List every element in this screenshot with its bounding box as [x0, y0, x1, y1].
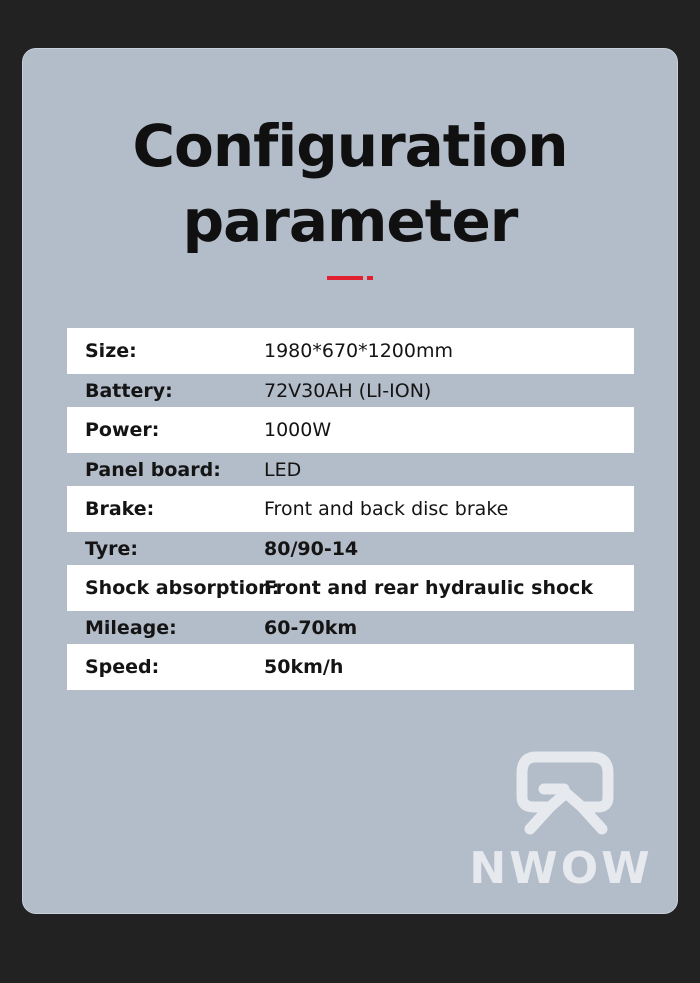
spec-label: Speed:: [85, 656, 160, 678]
spec-label: Tyre:: [85, 537, 138, 560]
spec-row-size: [67, 328, 634, 374]
accent-dot: [367, 276, 373, 280]
spec-row-shock-absorption: [67, 565, 634, 611]
spec-value: 1000W: [264, 419, 332, 441]
spec-value: Front and back disc brake: [264, 498, 509, 520]
nwow-emblem-icon: [522, 757, 608, 829]
nwow-logo: [466, 739, 656, 889]
spec-row-tyre: [67, 532, 634, 565]
page-title-line1: Configuration: [132, 112, 568, 180]
spec-table: [67, 328, 634, 690]
spec-value: 80/90-14: [264, 537, 359, 560]
spec-row-mileage: [67, 611, 634, 644]
spec-label: Panel board:: [85, 458, 221, 481]
spec-row-brake: [67, 486, 634, 532]
spec-label: Size:: [85, 340, 137, 362]
spec-card: [22, 48, 678, 914]
page-title-line2: parameter: [182, 187, 518, 255]
spec-value: LED: [264, 458, 302, 481]
spec-label: Battery:: [85, 379, 173, 402]
spec-value: 72V30AH (LI-ION): [264, 379, 432, 402]
logo-text: NWOW: [469, 843, 653, 889]
accent-bar: [327, 276, 363, 280]
spec-value: 60-70km: [264, 616, 358, 639]
spec-value: 1980*670*1200mm: [264, 340, 453, 362]
spec-label: Shock absorption:: [85, 577, 280, 599]
spec-label: Power:: [85, 419, 160, 441]
spec-value: 50km/h: [264, 656, 344, 678]
spec-row-battery: [67, 374, 634, 407]
spec-value: Front and rear hydraulic shock: [264, 577, 593, 599]
spec-label: Mileage:: [85, 616, 177, 639]
spec-row-panel-board: [67, 453, 634, 486]
spec-label: Brake:: [85, 498, 155, 520]
spec-row-speed: [67, 644, 634, 690]
spec-row-power: [67, 407, 634, 453]
